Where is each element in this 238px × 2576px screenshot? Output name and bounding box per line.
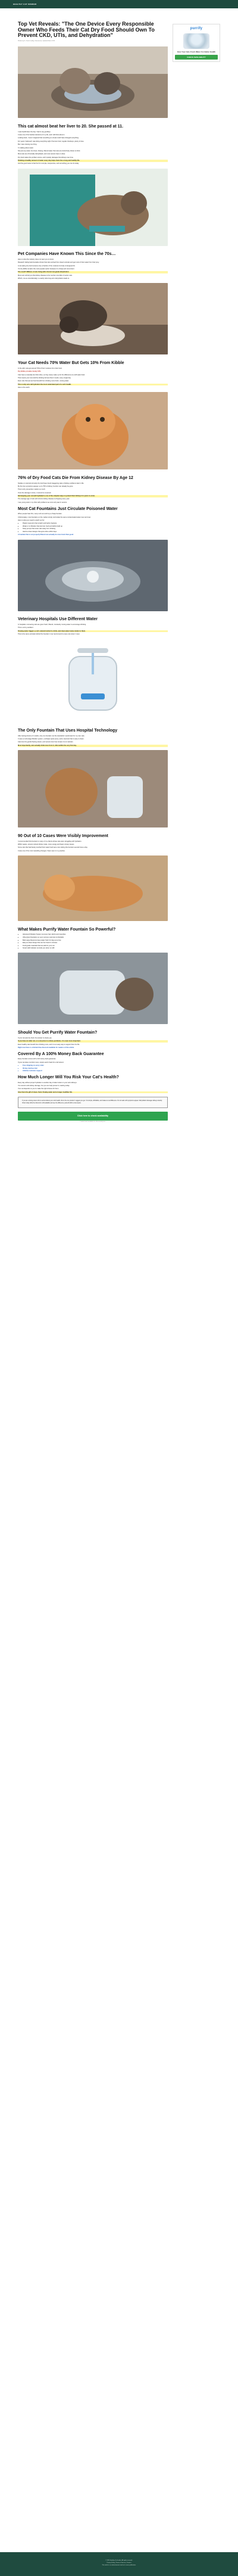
s5-p1: Unfortunately, most fountains on the market simply recirculate the same contaminated water over and over.: [18, 516, 91, 518]
check-availability-button[interactable]: Click here to check availability: [18, 1112, 168, 1121]
sidebar-text: Give Your Cats Fresh Water For Better Health: [177, 50, 216, 53]
list-item: • Lifetime customer support: [23, 1070, 168, 1072]
section-9-heading: What Makes Purrify Water Fountain So Powerful?: [18, 927, 116, 932]
footer-disclaimer: This article is an advertisement and not a news publication.: [102, 2565, 136, 2566]
s2-p5: Most vets will tell you that kidney disease is the number one killer of senior cats.: [18, 274, 73, 276]
guarantee-list: [23, 1065, 168, 1072]
s2-p0: Here is what the industry does not want you to know.: [18, 259, 54, 260]
s10-p2: Even healthy cats benefit from drinking more, and it is an easy way to support them for life.: [18, 1043, 80, 1046]
site-name: HEALTHY CAT INSIDER: [13, 2, 37, 5]
vet-note-text: If you are a loving owner who is worried about your cat's health, this is the one product I suggest you get. It is simple, affordable, and makes a real difference. Do not wait until symptoms appear. Dehydration damages kidneys silently. Order today while the discount is still available and see the difference yourself within a few weeks.: [22, 1100, 162, 1104]
s1-p10: And the good news is that the fix is simple, inexpensive, and something you can do today.: [18, 163, 79, 165]
section-5-heading: Most Cat Fountains Just Circulate Poisoned Water: [18, 506, 118, 511]
s3-p3: That means your cat could be drinking far less than it needs, every single day.: [18, 377, 71, 379]
s1-p1: It was one of the hardest decisions of my life, and I still think about it.: [18, 134, 65, 136]
s10-p3: Right now there is a limited time discount available for readers of this article.: [18, 1046, 74, 1049]
s10-p0: If your cat eats dry food, the answer is simply yes.: [18, 1037, 52, 1039]
feature-list: [23, 934, 168, 949]
s4-p1: By the time symptoms appear, up to 75% of kidney function can already be gone.: [18, 486, 74, 488]
s1-p8: Dry food makes the problem worse, and it quietly damages the kidneys over time.: [18, 156, 74, 158]
s2-p2: A cat eating dry food receives only a fraction of the moisture its body is designed for.: [18, 265, 76, 267]
s7-p3: Most importantly, cats actually drink more from it, often within the very first day.: [18, 745, 168, 747]
cat-closeup-image: [18, 392, 168, 469]
s5-p0: When people hear this, many rush out and buy a cheap fountain.: [18, 513, 62, 515]
s6-p1: This is not by accident.: [18, 627, 34, 629]
s2-p3: Yet dry kibble remains the most popular option because it is cheap and convenient.: [18, 268, 75, 270]
s4-p0: Studies on cats fed primarily dry food have found staggering rates of kidney problems later in life.: [18, 482, 84, 484]
section-6-heading: Veterinary Hospitals Use Different Water: [18, 617, 98, 622]
brand-logo: purrify: [190, 27, 203, 30]
list-item: • Ultra-Quiet Operation so even nervous cats feel comfortable: [23, 937, 168, 939]
s4-p5: The average age of cats with chronic kidney disease is dropping every year.: [18, 498, 70, 500]
section-3-heading: Your Cat Needs 70% Water But Gets 10% From Kibble: [18, 361, 124, 366]
s12-p0: Every day without proper hydration is another day of silent strain on your cat's kidneys.: [18, 1081, 77, 1084]
s7-p1: It uses a multi-stage filtration system, a whisper-quiet pump, and a reservoir that is easy to clean.: [18, 738, 84, 741]
list-item: • Free shipping on every order: [23, 1065, 168, 1067]
footer-links[interactable]: Privacy Policy | Terms of Service | Contact: [107, 2562, 131, 2564]
s2-p4: The result? Millions of cats living with chronic low-grade dehydration.: [18, 271, 168, 273]
s1-p4: But I was missing one thing.: [18, 144, 37, 146]
s6-p2: Flowing water triggers a cat's natural instinct to drink, and clean water tastes better to them.: [18, 630, 168, 633]
s8-p2: Some cats that had barely touched their water bowl were now visiting the fountain several times a day.: [18, 847, 88, 849]
list-item: • Food-grade materials that are safe for your cat: [23, 945, 168, 947]
fountain-lifestyle-image: [18, 953, 168, 1024]
s1-p0: I was heartbroken the day I had to say goodbye.: [18, 130, 51, 133]
s1-p3: For years I believed I was doing everything right. Premium food, regular checkups, plenty of love.: [18, 140, 84, 142]
s12-p1: You cannot undo kidney damage, but you can help prevent it, starting today.: [18, 1084, 70, 1087]
vet-note-box: [18, 1097, 168, 1108]
section-11-heading: Covered By A 100% Money Back Guarantee: [18, 1051, 104, 1056]
s11-p0: Every fountain comes with a full money back guarantee.: [18, 1058, 57, 1060]
s1-p7: Most cats are chronically dehydrated, and most owners have no idea.: [18, 153, 65, 155]
section-4-heading: 76% of Dry Food Cats Die From Kidney Disease By Age 12: [18, 476, 133, 480]
section-12-heading: How Much Longer Will You Risk Your Cat's Health?: [18, 1075, 119, 1079]
s8-p0: I recommended this fountain to many of my clients whose cats were struggling with hydration.: [18, 840, 82, 842]
cat-lying-image: [18, 855, 168, 921]
list-item: • Plastic reservoirs that scratch and harbor bacteria: [23, 522, 168, 525]
list-item: • Easy-to-clean design that can be rinsed in minutes: [23, 942, 168, 944]
list-item: • Smart LED indicator reminds you when to refill: [23, 947, 168, 950]
s4-p3: Once the damage is done, it cannot be reversed.: [18, 491, 52, 494]
s7-p2: Cats love the gentle flowing stream, and owners love how simple it is to maintain.: [18, 741, 74, 743]
warning-list: [23, 522, 168, 533]
sidebar-product-image: [183, 33, 209, 49]
s11-p1: If your cat does not drink more, simply send it back for a full refund.: [18, 1061, 64, 1063]
section-7-heading: The Only Fountain That Uses Hospital Technology: [18, 729, 118, 733]
s4-p2: That is why prevention matters so much.: [18, 489, 46, 491]
section-10-heading: Should You Get Purrify Water Fountain?: [18, 1031, 98, 1035]
s1-p6: Not just any water, but clean, flowing, filtered water that cats are instinctively drawn to drink.: [18, 150, 81, 152]
fountain-product-image: [18, 639, 168, 722]
s10-p1: If you have an older cat, or a cat prone to urinary problems, it is even more important.: [18, 1040, 168, 1043]
section-1-heading: This cat almost beat her liver to 20. She passed at 11.: [18, 125, 124, 129]
s5-end: A fountain that is not properly filtered can actually do more harm than good.: [18, 534, 74, 536]
s3-p2: Cats have a naturally low thirst drive, so they rarely make up for the difference at a still water bowl.: [18, 374, 85, 376]
cat-at-fountain-image: [18, 750, 168, 827]
sidebar-ad[interactable]: [173, 24, 220, 62]
dirty-fountain-image: [18, 540, 168, 611]
s5-p2: Here is what you need to watch out for:: [18, 519, 45, 521]
list-item: • Advanced Filtration System removes hair, debris and impurities: [23, 934, 168, 936]
s1-p5: I'm talking about water.: [18, 147, 34, 149]
vet-with-cat-image: [18, 169, 168, 246]
hero-image: [18, 46, 168, 118]
article-meta: Written by Dr. Sarah Lindley, Veterinarian | Updated March 2024: [18, 41, 55, 42]
s3-p0: In the wild, cats get around 70% of their moisture from their food.: [18, 367, 62, 369]
s2-p6: Which, not-so-coincidentally, is exactly what long-term dehydration leads to.: [18, 278, 70, 280]
s3-p5: This is why vets call hydration the most underrated part of a cat's health.: [18, 384, 168, 386]
s6-p3: That is the same principle behind the fountain I now recommend to every cat owner I meet.: [18, 633, 80, 636]
cat-drinking-image: [18, 283, 168, 354]
cta-subtext: Limited stock available at a discounted price: [80, 1121, 106, 1123]
footer-copyright: © 2024 Healthy Cat Insider. All rights reserved.: [105, 2560, 133, 2561]
sidebar-cta-button[interactable]: CHECK AVAILABILITY: [175, 55, 218, 60]
s3-p4: Even cats that eat wet food benefit from drinking more fresh, moving water.: [18, 380, 70, 382]
section-8-heading: 90 Out of 10 Cases Were Visibly Improvement: [18, 833, 108, 838]
s1-p2: Looking back, I never imagined that something so simple could have changed everything.: [18, 137, 79, 139]
s12-p3: Give them the gift of clean, fresh, flowing water and a longer, healthier life.: [18, 1091, 168, 1094]
s2-p1: Research dating back decades shows that cats evolved from desert animals and get most of their water from their prey.: [18, 262, 99, 264]
s3-p6: Here is the catch.: [18, 386, 30, 388]
list-item: • Weak or no filtration that lets hair, food and debris build up: [23, 525, 168, 528]
s4-p6: I see young cats in my clinic with problems we once only saw in seniors.: [18, 501, 67, 503]
s3-p1: Dry kibble provides barely 10%.: [18, 371, 42, 373]
site-header: [0, 0, 238, 8]
s6-p0: In hospitals, recovering cats are given fresh, filtered, constantly moving water to encourage drinking.: [18, 623, 86, 626]
s8-p1: Within weeks, owners noticed shinier coats, more energy and fewer urinary issues.: [18, 843, 75, 845]
s4-p4: But keeping your cat well hydrated is one of the simplest ways to protect their kidneys for years to come.: [18, 495, 168, 497]
article-title: Top Vet Reveals: "The One Device Every Responsible Owner Who Feeds Their Cat Dry Food Should Own To Prevent CKD, UTIs, and Dehydration": [18, 21, 155, 39]
section-2-heading: Pet Companies Have Known This Since the 70s…: [18, 252, 116, 257]
list-item: • Hard-to-clean designs that grow slime within days: [23, 531, 168, 533]
site-footer: [0, 2552, 238, 2576]
list-item: • Bulk Large Reserves keep water fresh for days at a time: [23, 939, 168, 942]
article: [18, 21, 168, 1123]
s12-p2: Your cat depends on you to make the right choices for them.: [18, 1088, 60, 1090]
list-item: • Noisy pumps that scare cats away from drinking: [23, 528, 168, 530]
list-item: • 30 day risk-free trial: [23, 1068, 168, 1070]
s8-p3: It was one of the most rewarding changes I have seen in my practice.: [18, 850, 65, 852]
s7-p0: After testing dozens of models, only one fountain met the standards I would want for my own cats.: [18, 735, 85, 737]
s1-p9: Drinking a healthy amount of water every day helps them live a long and healthy life.: [18, 160, 168, 162]
